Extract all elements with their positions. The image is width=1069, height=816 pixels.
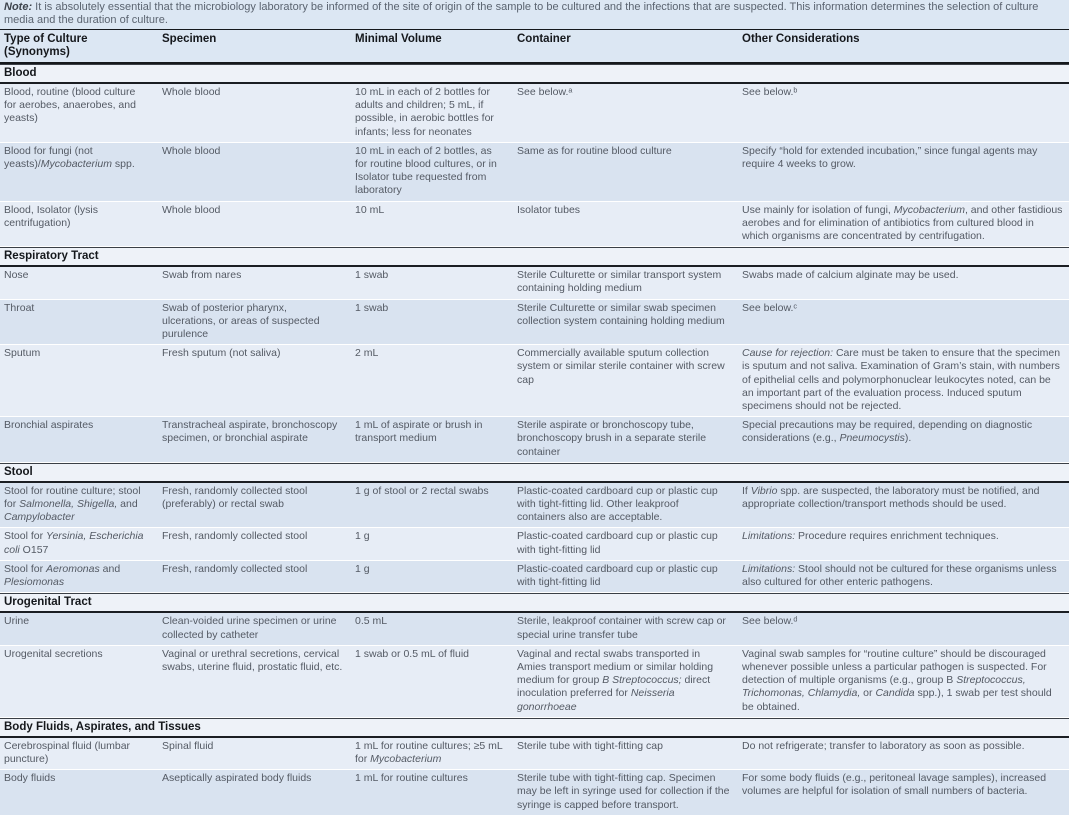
table-row — [0, 345, 1069, 417]
cell-container: Same as for routine blood culture — [517, 144, 672, 157]
note-label: Note: — [4, 1, 33, 13]
cell-container: See below.ᵃ — [517, 86, 573, 98]
table-row — [0, 267, 1069, 299]
cell-other: Limitations: Stool should not be cultured for these organisms unless also cultured for other enteric pathogens. — [742, 562, 1057, 589]
cell-type: Sputum — [4, 347, 41, 360]
cell-specimen: Whole blood — [162, 144, 221, 157]
cell-container: Sterile tube with tight-fitting cap. Specimen may be left in syringe used for collection if the syringe is capped before transport. — [517, 772, 730, 811]
table-row — [0, 483, 1069, 529]
section-header-body-fluids: Body Fluids, Aspirates, and Tissues — [0, 718, 1069, 738]
cell-volume: 1 mL of aspirate or brush in transport medium — [355, 419, 483, 445]
cell-volume: 10 mL in each of 2 bottles, as for routine blood cultures, or in Isolator tube requested from laboratory — [355, 144, 497, 197]
table-row — [0, 770, 1069, 816]
cell-container: Plastic-coated cardboard cup or plastic cup with tight-fitting lid. Other leakproof containers also are acceptable. — [517, 484, 718, 524]
cell-specimen: Fresh sputum (not saliva) — [162, 347, 281, 360]
cell-other: Swabs made of calcium alginate may be used. — [742, 269, 959, 282]
table-row — [0, 300, 1069, 346]
cell-type: Blood, Isolator (lysis centrifugation) — [4, 203, 98, 229]
column-header-other: Other Considerations — [742, 33, 860, 45]
cell-other: If Vibrio spp. are suspected, the laboratory must be notified, and appropriate collection/transport methods should be used. — [742, 484, 1040, 511]
cell-specimen: Whole blood — [162, 86, 221, 98]
table-row — [0, 528, 1069, 560]
section-header-urogenital-tract: Urogenital Tract — [0, 593, 1069, 613]
table-row — [0, 738, 1069, 770]
cell-container: Sterile, leakproof container with screw cap or special urine transfer tube — [517, 615, 726, 641]
cell-type: Urine — [4, 615, 30, 628]
table-row — [0, 417, 1069, 463]
cell-type: Blood, routine (blood culture for aerobes, anaerobes, and yeasts) — [4, 86, 136, 125]
cell-other: Special precautions may be required, depending on diagnostic considerations (e.g., Pneumocystis). — [742, 419, 1033, 445]
cell-type: Stool for Aeromonas and Plesiomonas — [4, 562, 121, 589]
cell-container: Sterile Culturette or similar transport system containing holding medium — [517, 269, 722, 295]
cell-volume: 0.5 mL — [355, 615, 388, 628]
cell-specimen: Fresh, randomly collected stool (preferably) or rectal swab — [162, 484, 308, 511]
cell-other: Do not refrigerate; transfer to laboratory as soon as possible. — [742, 739, 1025, 752]
cell-other: Vaginal swab samples for “routine culture” should be discouraged whenever possible unless a particular pathogen is suspected. For detection of multiple organisms (e.g., group B Streptococcus, Trichomonas, Chlamydia, or Candida spp.), 1 swab per test should be obtained. — [742, 647, 1052, 713]
column-header-container: Container — [517, 33, 571, 45]
table-row — [0, 202, 1069, 248]
cell-type: Throat — [4, 301, 35, 314]
cell-container: Sterile tube with tight-fitting cap — [517, 739, 663, 752]
cell-volume: 1 g of stool or 2 rectal swabs — [355, 484, 489, 497]
cell-specimen: Clean-voided urine specimen or urine collected by catheter — [162, 615, 337, 641]
table-row — [0, 143, 1069, 202]
cell-container: Sterile aspirate or bronchoscopy tube, bronchoscopy brush in a separate sterile container — [517, 419, 707, 458]
column-header-specimen: Specimen — [162, 33, 217, 45]
table-row — [0, 84, 1069, 143]
section-header-respiratory-tract: Respiratory Tract — [0, 247, 1069, 267]
cell-type: Bronchial aspirates — [4, 419, 94, 432]
cell-volume: 1 g — [355, 530, 370, 543]
cell-container: Vaginal and rectal swabs transported in Amies transport medium or similar holding medium for group B Streptococcus; direct inoculation preferred for Neisseria gonorrhoeae — [517, 647, 714, 713]
column-header-volume: Minimal Volume — [355, 33, 442, 45]
cell-volume: 1 mL for routine cultures — [355, 772, 468, 785]
cell-other: Specify “hold for extended incubation,” since fungal agents may require 4 weeks to grow. — [742, 144, 1038, 171]
cell-specimen: Spinal fluid — [162, 739, 214, 752]
cell-container: Plastic-coated cardboard cup or plastic cup with tight-fitting lid — [517, 530, 718, 556]
cell-specimen: Aseptically aspirated body fluids — [162, 772, 312, 785]
cell-container: Sterile Culturette or similar swab specimen collection system containing holding medium — [517, 301, 725, 327]
column-header-type: Type of Culture (Synonyms) — [4, 33, 88, 58]
cell-type: Urogenital secretions — [4, 647, 103, 660]
cell-type: Blood for fungi (not yeasts)/Mycobacterium spp. — [4, 144, 135, 171]
cell-volume: 10 mL in each of 2 bottles for adults and children; 5 mL, if possible, in aerobic bottles for infants; less for neonates — [355, 86, 494, 138]
cell-type: Stool for routine culture; stool for Salmonella, Shigella, and Campylobacter — [4, 484, 141, 524]
cell-volume: 1 mL for routine cultures; ≥5 mL for Mycobacterium — [355, 739, 503, 765]
cell-volume: 1 g — [355, 562, 370, 575]
cell-other: For some body fluids (e.g., peritoneal lavage samples), increased volumes are helpful for isolation of small numbers of bacteria. — [742, 772, 1047, 798]
note — [0, 0, 1069, 29]
table-row — [0, 613, 1069, 645]
section-header-blood: Blood — [0, 64, 1069, 84]
cell-specimen: Transtracheal aspirate, bronchoscopy specimen, or bronchial aspirate — [162, 419, 338, 445]
cell-volume: 10 mL — [355, 203, 385, 216]
cell-type: Body fluids — [4, 772, 56, 785]
cell-container: Plastic-coated cardboard cup or plastic cup with tight-fitting lid — [517, 562, 718, 589]
cell-type: Stool for Yersinia, Escherichia coli O157 — [4, 530, 144, 556]
cell-container: Commercially available sputum collection system or similar sterile container with screw cap — [517, 347, 725, 386]
table-row — [0, 646, 1069, 718]
cell-container: Isolator tubes — [517, 203, 581, 216]
cell-volume: 1 swab — [355, 269, 389, 282]
cell-specimen: Whole blood — [162, 203, 221, 216]
table-row — [0, 561, 1069, 593]
cell-specimen: Vaginal or urethral secretions, cervical swabs, uterine fluid, prostatic fluid, etc. — [162, 647, 343, 673]
cell-other: See below.ᵈ — [742, 615, 798, 628]
cell-specimen: Swab of posterior pharynx, ulcerations, or areas of suspected purulence — [162, 301, 320, 341]
section-header-stool: Stool — [0, 463, 1069, 483]
cell-other: Cause for rejection: Care must be taken to ensure that the specimen is sputum and not saliva. Examination of Gram’s stain, with numbers of epithelial cells and polymorphonuclear leukocytes noted, can be an important part of the evaluation process. Induced sputum specimens should not be rejected. — [742, 347, 1061, 413]
cell-type: Nose — [4, 269, 29, 282]
cell-other: See below.ᶜ — [742, 301, 798, 314]
cell-other: Use mainly for isolation of fungi, Mycobacterium, and other fastidious aerobes and for elimination of antibiotics from cultured blood in which organisms are concentrated by centrifugation. — [742, 203, 1063, 243]
cell-type: Cerebrospinal fluid (lumbar puncture) — [4, 739, 131, 765]
cell-specimen: Fresh, randomly collected stool — [162, 530, 308, 543]
cell-volume: 2 mL — [355, 347, 379, 360]
note-text: It is absolutely essential that the microbiology laboratory be informed of the site of origin of the sample to be cultured and the infections that are suspected. This information determines the selection of culture media and the duration of culture. — [4, 1, 1039, 26]
cell-specimen: Swab from nares — [162, 269, 242, 282]
table-header-row — [0, 29, 1069, 64]
cell-volume: 1 swab — [355, 301, 389, 314]
cell-volume: 1 swab or 0.5 mL of fluid — [355, 647, 470, 660]
cell-specimen: Fresh, randomly collected stool — [162, 562, 308, 575]
cell-other: Limitations: Procedure requires enrichment techniques. — [742, 530, 999, 543]
cell-other: See below.ᵇ — [742, 86, 798, 98]
